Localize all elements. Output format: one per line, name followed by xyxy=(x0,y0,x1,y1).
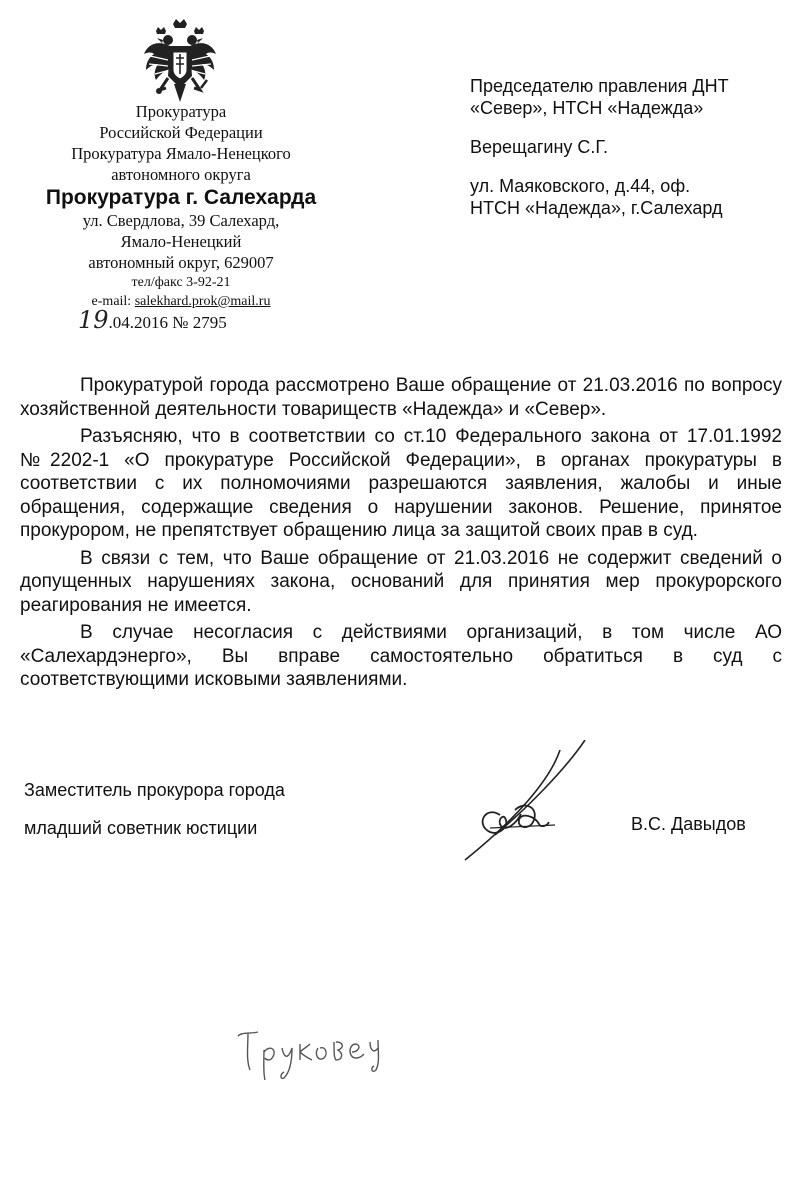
handwritten-signature xyxy=(455,740,615,870)
handwritten-note xyxy=(230,1018,400,1083)
office-name: Прокуратура г. Салехарда xyxy=(45,186,317,209)
office-phone: тел/факс 3-92-21 xyxy=(131,275,231,290)
letterhead-line: Российской Федерации xyxy=(99,123,263,142)
addressee-title: Председателю правления ДНТ xyxy=(470,76,729,96)
addressee-title: «Север», НТСН «Надежда» xyxy=(470,98,704,118)
office-address: автономный округ, 629007 xyxy=(88,253,274,272)
addressee-address: ул. Маяковского, д.44, оф. xyxy=(470,176,691,196)
letterhead-line: Прокуратура Ямало-Ненецкого xyxy=(71,144,291,163)
signatory-position: Заместитель прокурора города xyxy=(24,780,285,800)
addressee-block xyxy=(470,75,790,236)
signatory-rank: младший советник юстиции xyxy=(24,818,258,838)
letterhead-line: автономного округа xyxy=(111,165,251,184)
office-address: ул. Свердлова, 39 Салехард, xyxy=(82,211,280,230)
body-paragraph: Прокуратурой города рассмотрено Ваше обращение от 21.03.2016 по вопросу хозяйственной деятельности товариществ «Надежда» и «Север». xyxy=(20,375,782,420)
letterhead-line: Прокуратура xyxy=(135,102,227,121)
handwritten-day: 19 xyxy=(78,306,109,334)
outgoing-number xyxy=(78,306,227,334)
outgoing-date-number: .04.2016 № 2795 xyxy=(108,313,227,332)
letter-body xyxy=(20,374,782,696)
office-address: Ямало-Ненецкий xyxy=(120,232,242,251)
body-paragraph: В связи с тем, что Ваше обращение от 21.03.2016 не содержит сведений о допущенных нарушениях закона, оснований для принятия мер прокурорского реагирования не имеется. xyxy=(20,547,782,616)
email-link[interactable]: salekhard.prok@mail.ru xyxy=(134,294,271,309)
coat-of-arms-icon xyxy=(140,18,220,108)
signatory-name: В.С. Давыдов xyxy=(631,814,746,834)
email-label: e-mail: xyxy=(91,294,132,309)
letterhead xyxy=(40,101,322,311)
addressee-address: НТСН «Надежда», г.Салехард xyxy=(470,198,723,218)
body-paragraph: В случае несогласия с действиями организаций, в том числе АО «Салехардэнерго», Вы вправе самостоятельно обратиться в суд с соответствующими исковыми заявлениями. xyxy=(20,622,782,690)
body-paragraph: Разъясняю, что в соответствии со ст.10 Федерального закона от 17.01.1992 №2202-1 «О прокуратуре Российской Федерации», в органах прокуратуры в соответствии с их полномочиями разрешаются заявления, жалобы и иные обращения, содержащие сведения о нарушении законов. Решение, принятое прокурором, не препятствует обращению лица за защитой своих прав в суд. xyxy=(20,426,782,541)
addressee-name: Верещагину С.Г. xyxy=(470,137,608,157)
